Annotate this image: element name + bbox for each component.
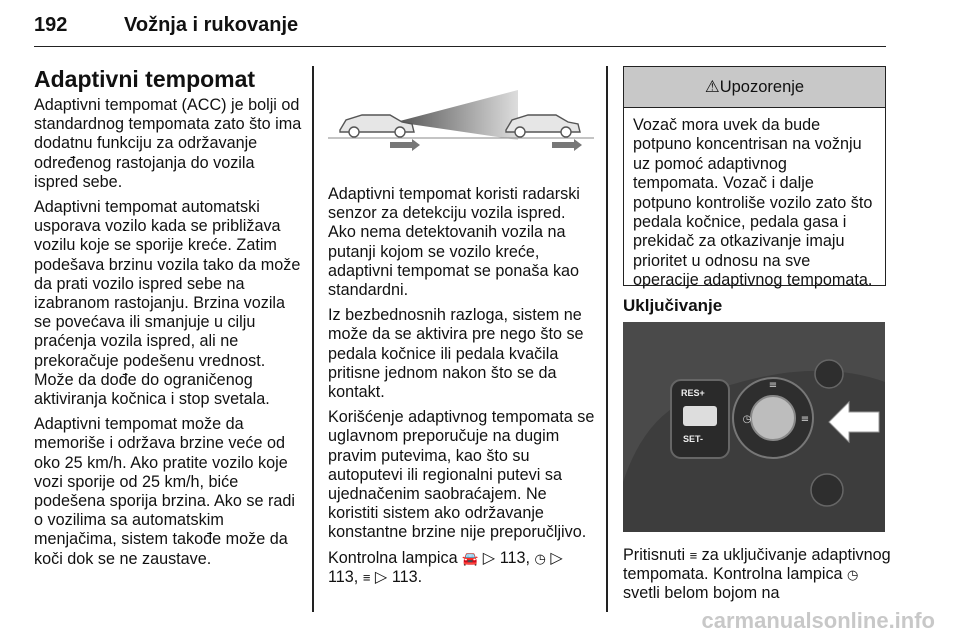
control-lamp-refs: Kontrolna lampica 🚘 ▷ 113, ◷ ▷ 113, ≡ ▷ 113. — [328, 548, 563, 586]
watermark: carmanualsonline.info — [701, 608, 935, 633]
arrow-right-icon — [552, 139, 582, 151]
warning-title: Upozorenje — [719, 77, 805, 96]
cruise-control-icon: ◷ — [534, 550, 546, 566]
radar-illustration — [328, 70, 594, 166]
page-number: 192 — [34, 14, 68, 36]
arrow-right-icon — [390, 139, 420, 151]
warning-box — [623, 66, 886, 290]
limiter-button — [815, 360, 843, 388]
page-header — [34, 6, 886, 47]
page-ref-icon: ▷ — [482, 548, 496, 567]
paragraph: Iz bezbednosnih razloga, sistem ne može da se aktivira pre nego što se pedala kočnice ili pedala kvačila pritisne jednom nakon što se da kontakt. — [328, 306, 584, 402]
center-button — [751, 396, 795, 440]
warning-text: Vozač mora uvek da bude potpuno koncentrisan na vožnju uz pomoć adaptivnog tempomata. Vozač i dalje potpuno kontroliše vozilo zato što pedala kočnice, pedala gasa i prekidač za otkazivanje imaju prioritet u odnosu na sve operacije adaptivnog tempomata. — [633, 116, 873, 290]
adaptive-cruise-icon: ≡ — [689, 548, 698, 563]
page-ref-icon: ▷ — [550, 548, 563, 567]
distance-button — [811, 474, 843, 506]
section-title: Adaptivni tempomat — [34, 66, 256, 92]
res-label: RES+ — [681, 388, 705, 398]
vehicle-ahead-icon: 🚘 — [462, 550, 479, 566]
column-right — [623, 296, 891, 315]
column-divider-left — [312, 66, 314, 612]
paragraph: Adaptivni tempomat može da memoriše i održava brzine veće od oko 25 km/h. Ako pratite vozilo koje vozi sporije od 25 km/h, biće podešena sporija brzina. Ako se radi o vozilima sa automatskim menjačima, sistem takođe može da koči dok se ne zaustave. — [34, 415, 295, 568]
adaptive-cruise-icon: ≡ — [362, 569, 371, 585]
car-ahead-icon — [506, 115, 580, 137]
paragraph: Adaptivni tempomat automatski usporava vozilo kada se približava vozilu koje se sporije kreće. Zatim podešava brzinu vozila tako da može da prati vozilo ispred sebe na izabranom rastojanju. Brzina vozila se povećava ili smanjuje u cilju praćenja vozila ispred, ali ne prekoračuje podešenu vrednost. Može da dođe do ograničenog aktiviranja kočnica i stop svetala. — [34, 198, 301, 409]
page-ref-icon: ▷ — [374, 567, 388, 586]
paragraph: Korišćenje adaptivnog tempomata se uglavnom preporučuje na dugim pravim putevima, kao što su autoputevi ili regionalni putevi sa ujednačenim saobraćajem. Ne koristiti sistem ako održavanje konstantne brzine nije preporučljivo. — [328, 408, 595, 542]
warning-icon: ⚠ — [704, 78, 720, 96]
adaptive-cruise-icon: ≡ — [800, 414, 810, 425]
activation-paragraph: Pritisnuti ≡ za uključivanje adaptivnog tempomata. Kontrolna lampica ◷ svetli belom bojom na — [623, 546, 891, 603]
column-left — [34, 66, 302, 575]
column-middle — [328, 185, 596, 593]
warning-header — [624, 67, 885, 108]
cancel-icon: ◷ — [742, 414, 752, 425]
column-divider-right — [606, 66, 608, 612]
paragraph: Adaptivni tempomat koristi radarski senzor za detekciju vozila ispred. Ako nema detektovanih vozila na putanji kojom se vozilo kreće, adaptivni tempomat se ponaša kao standardni. — [328, 185, 580, 300]
car-icon — [340, 115, 414, 137]
subsection-title: Uključivanje — [623, 296, 723, 315]
set-label: SET- — [683, 434, 704, 444]
chapter-title: Vožnja i rukovanje — [124, 14, 299, 36]
cruise-control-icon: ◷ — [847, 567, 859, 583]
paragraph: Adaptivni tempomat (ACC) je bolji od standardnog tempomata zato što ima dodatnu funkciju za održavanje određenog rastojanja do vozila ispred sebe. — [34, 96, 302, 191]
switch-indicator — [683, 406, 717, 426]
steering-switch-photo — [623, 322, 885, 532]
adaptive-cruise-icon: ≡ — [768, 380, 778, 391]
